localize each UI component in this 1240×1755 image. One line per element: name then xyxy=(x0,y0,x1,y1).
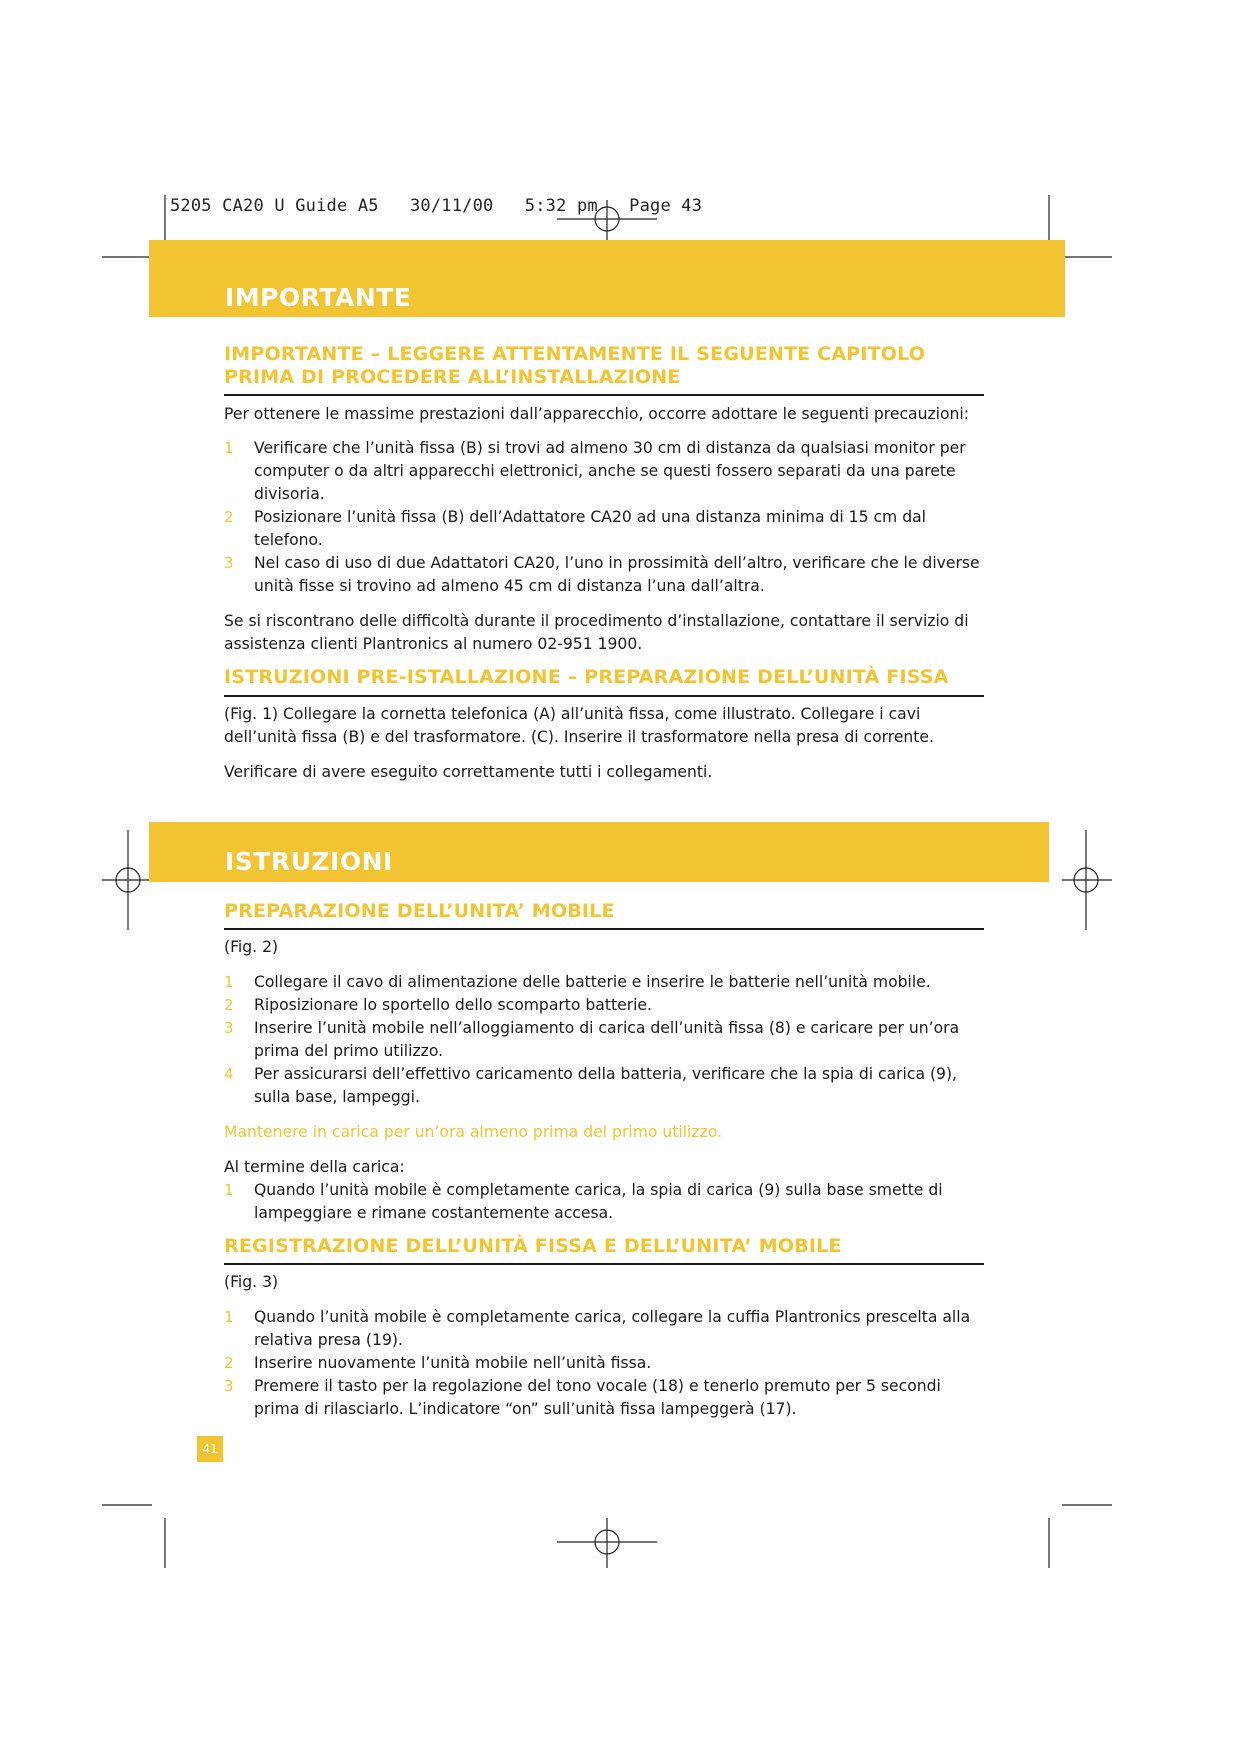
after-charge-list xyxy=(224,1179,986,1225)
fig2-label: (Fig. 2) xyxy=(224,938,279,956)
list-item: 1 Quando l’unità mobile è completamente carica, collegare la cuffia Plantronics prescelta alla relativa presa (19). xyxy=(224,1308,971,1349)
fig1-paragraph: (Fig. 1) Collegare la cornetta telefonica (A) all’unità fissa, come illustrato. Collegare i cavi dell’unità fissa (B) e del trasformatore. (C). Inserire il trasformatore nella presa di corrente. xyxy=(224,705,934,746)
list-item: 1 Collegare il cavo di alimentazione delle batterie e inserire le batterie nell’unità mobile. xyxy=(224,973,931,991)
list-item: 2 Posizionare l’unità fissa (B) dell’Adattatore CA20 ad una distanza minima di 15 cm dal telefono. xyxy=(224,508,926,549)
band-title: IMPORTANTE xyxy=(225,283,412,312)
printer-slug: 5205 CA20 U Guide A5 30/11/00 5:32 pm Page 43 xyxy=(170,196,703,216)
list-item: 3 Nel caso di uso di due Adattatori CA20, l’uno in prossimità dell’altro, verificare che le diverse unità fisse si trovino ad almeno 45 cm di distanza l’una dall’altra. xyxy=(224,554,980,595)
section-heading-registrazione: REGISTRAZIONE DELL’UNITÀ FISSA E DELL’UNITA’ MOBILE xyxy=(224,1235,842,1257)
list-item: 2 Inserire nuovamente l’unità mobile nell’unità fissa. xyxy=(224,1354,652,1372)
list-item: 4 Per assicurarsi dell’effettivo caricamento della batteria, verificare che la spia di carica (9), sulla base, lampeggi. xyxy=(224,1065,958,1106)
registration-list xyxy=(224,1306,986,1421)
list-item: 2 Riposizionare lo sportello dello scomparto batterie. xyxy=(224,996,652,1014)
charge-note: Mantenere in carica per un’ora almeno prima del primo utilizzo. xyxy=(224,1123,722,1141)
page-number: 41 xyxy=(197,1436,223,1462)
fig3-label: (Fig. 3) xyxy=(224,1273,279,1291)
list-item: 3 Inserire l’unità mobile nell’alloggiamento di carica dell’unità fissa (8) e caricare per un’ora prima del primo utilizzo. xyxy=(224,1019,960,1060)
section-rule xyxy=(224,928,984,930)
section-heading-preinstallazione: ISTRUZIONI PRE-ISTALLAZIONE – PREPARAZIONE DELL’UNITÀ FISSA xyxy=(224,666,949,688)
after-charge-label: Al termine della carica: xyxy=(224,1158,405,1176)
check-paragraph: Verificare di avere eseguito correttamente tutti i collegamenti. xyxy=(224,763,713,781)
section-rule xyxy=(224,394,984,396)
band-title: ISTRUZIONI xyxy=(225,847,393,876)
mobile-prep-list xyxy=(224,971,986,1109)
section-heading-importante: IMPORTANTE – LEGGERE ATTENTAMENTE IL SEGUENTE CAPITOLO PRIMA DI PROCEDERE ALL’INSTALLAZIONE xyxy=(224,343,926,388)
list-item: 1 Verificare che l’unità fissa (B) si trovi ad almeno 30 cm di distanza da qualsiasi monitor per computer o da altri apparecchi elettronici, anche se questi fossero separati da una parete divisoria. xyxy=(224,439,966,503)
intro-paragraph: Per ottenere le massime prestazioni dall’apparecchio, occorre adottare le seguenti precauzioni: xyxy=(224,405,970,423)
section-rule xyxy=(224,695,984,697)
precautions-list xyxy=(224,437,986,598)
list-item: 3 Premere il tasto per la regolazione del tono vocale (18) e tenerlo premuto per 5 secondi prima di rilasciarlo. L’indicatore “on” sull’unità fissa lampeggerà (17). xyxy=(224,1377,941,1418)
section-heading-unita-mobile: PREPARAZIONE DELL’UNITA’ MOBILE xyxy=(224,900,615,922)
support-paragraph: Se si riscontrano delle difficoltà durante il procedimento d’installazione, contattare il servizio di assistenza clienti Plantronics al numero 02-951 1900. xyxy=(224,612,969,653)
section-band-importante xyxy=(149,240,1065,317)
section-band-istruzioni xyxy=(149,822,1049,882)
section-rule xyxy=(224,1263,984,1265)
list-item: 1 Quando l’unità mobile è completamente carica, la spia di carica (9) sulla base smette di lampeggiare e rimane costantemente accesa. xyxy=(224,1181,943,1222)
